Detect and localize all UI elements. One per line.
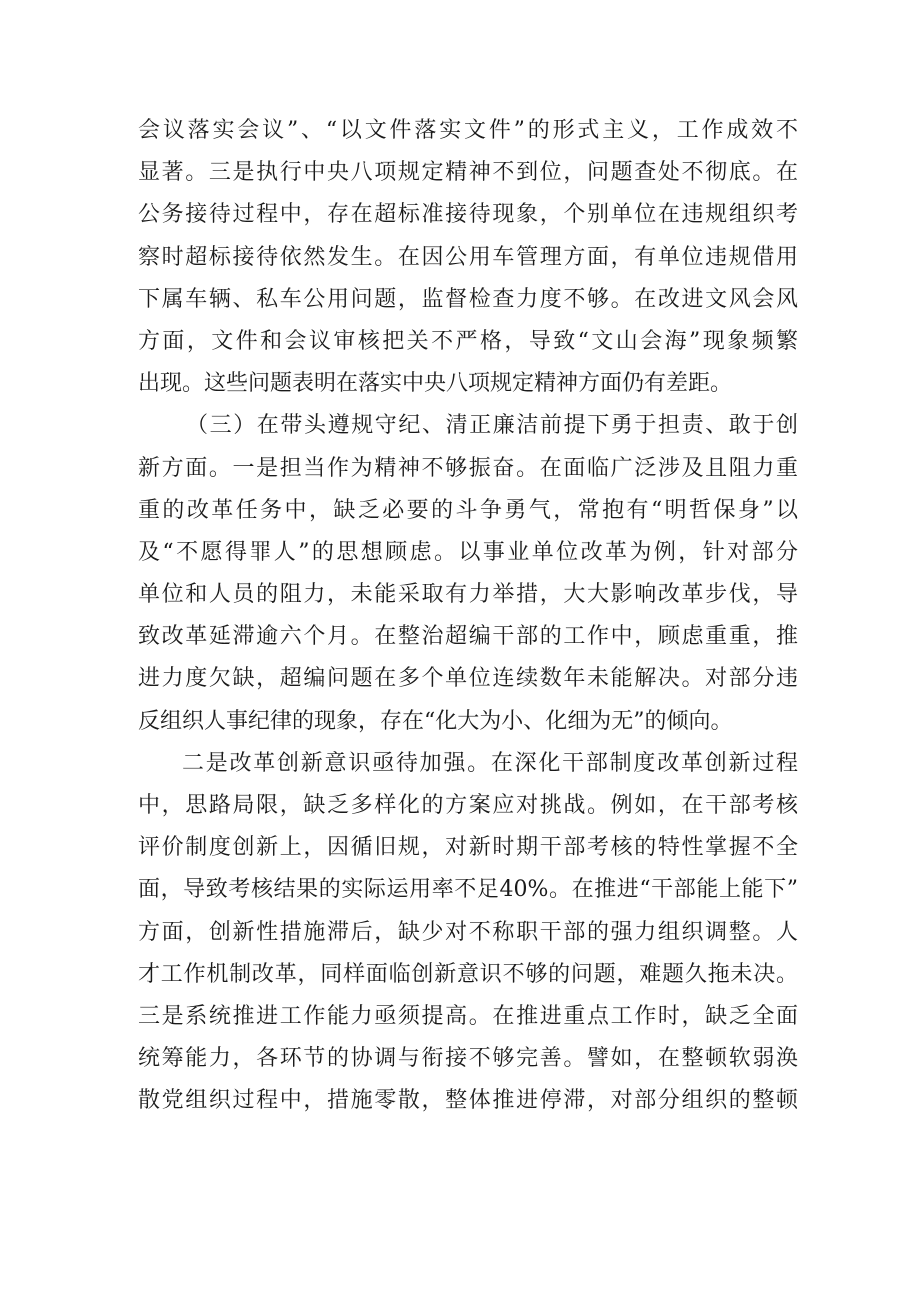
text-line: 出现。这些问题表明在落实中央八项规定精神方面仍有差距。 bbox=[138, 371, 733, 397]
text-line: 公务接待过程中，存在超标准接待现象，个别单位在违规组织考 bbox=[138, 202, 798, 228]
text-line: 察时超标接待依然发生。在因公用车管理方面，有单位违规借用 bbox=[138, 244, 798, 270]
text-line: 会议落实会议”、“以文件落实文件”的形式主义，工作成效不 bbox=[138, 118, 798, 143]
text-line: 单位和人员的阻力，未能采取有力举措，大大影响改革步伐，导 bbox=[138, 582, 798, 608]
text-line: 新方面。一是担当作为精神不够振奋。在面临广泛涉及且阻力重 bbox=[138, 455, 798, 481]
text-line: 及“不愿得罪人”的思想顾虑。以事业单位改革为例，针对部分 bbox=[138, 539, 798, 565]
text-line: 评价制度创新上，因循旧规，对新时期干部考核的特性掌握不全 bbox=[138, 835, 798, 861]
body-text bbox=[138, 110, 798, 1123]
text-line: 散党组织过程中，措施零散，整体推进停滞，对部分组织的整顿 bbox=[138, 1088, 798, 1114]
text-line: 三是系统推进工作能力亟须提高。在推进重点工作时，缺乏全面 bbox=[138, 1003, 798, 1029]
text-line: 才工作机制改革，同样面临创新意识不够的问题，难题久拖未决。 bbox=[138, 961, 798, 987]
text-line: 反组织人事纪律的现象，存在“化大为小、化细为无”的倾向。 bbox=[138, 708, 733, 734]
paragraph-start-line: 二是改革创新意识亟待加强。在深化干部制度改革创新过程 bbox=[182, 750, 798, 776]
text-line: 中，思路局限，缺乏多样化的方案应对挑战。例如，在干部考核 bbox=[138, 793, 798, 818]
text-line: 显著。三是执行中央八项规定精神不到位，问题查处不彻底。在 bbox=[138, 160, 798, 186]
text-line: 下属车辆、私车公用问题，监督检查力度不够。在改进文风会风 bbox=[138, 286, 798, 312]
section-heading-line: （三）在带头遵规守纪、清正廉洁前提下勇于担责、敢于创 bbox=[186, 413, 798, 439]
text-line: 方面，文件和会议审核把关不严格，导致“文山会海”现象频繁 bbox=[138, 328, 798, 354]
text-line: 进力度欠缺，超编问题在多个单位连续数年未能解决。对部分违 bbox=[138, 666, 798, 692]
text-line: 统筹能力，各环节的协调与衔接不够完善。譬如，在整顿软弱涣 bbox=[138, 1046, 798, 1072]
text-line: 方面，创新性措施滞后，缺少对不称职干部的强力组织调整。人 bbox=[138, 919, 798, 945]
text-line: 面，导致考核结果的实际运用率不足40%。在推进“干部能上能下” bbox=[138, 877, 798, 903]
text-line: 致改革延滞逾六个月。在整治超编干部的工作中，顾虑重重，推 bbox=[138, 624, 798, 650]
text-line: 重的改革任务中，缺乏必要的斗争勇气，常抱有“明哲保身”以 bbox=[138, 497, 798, 523]
